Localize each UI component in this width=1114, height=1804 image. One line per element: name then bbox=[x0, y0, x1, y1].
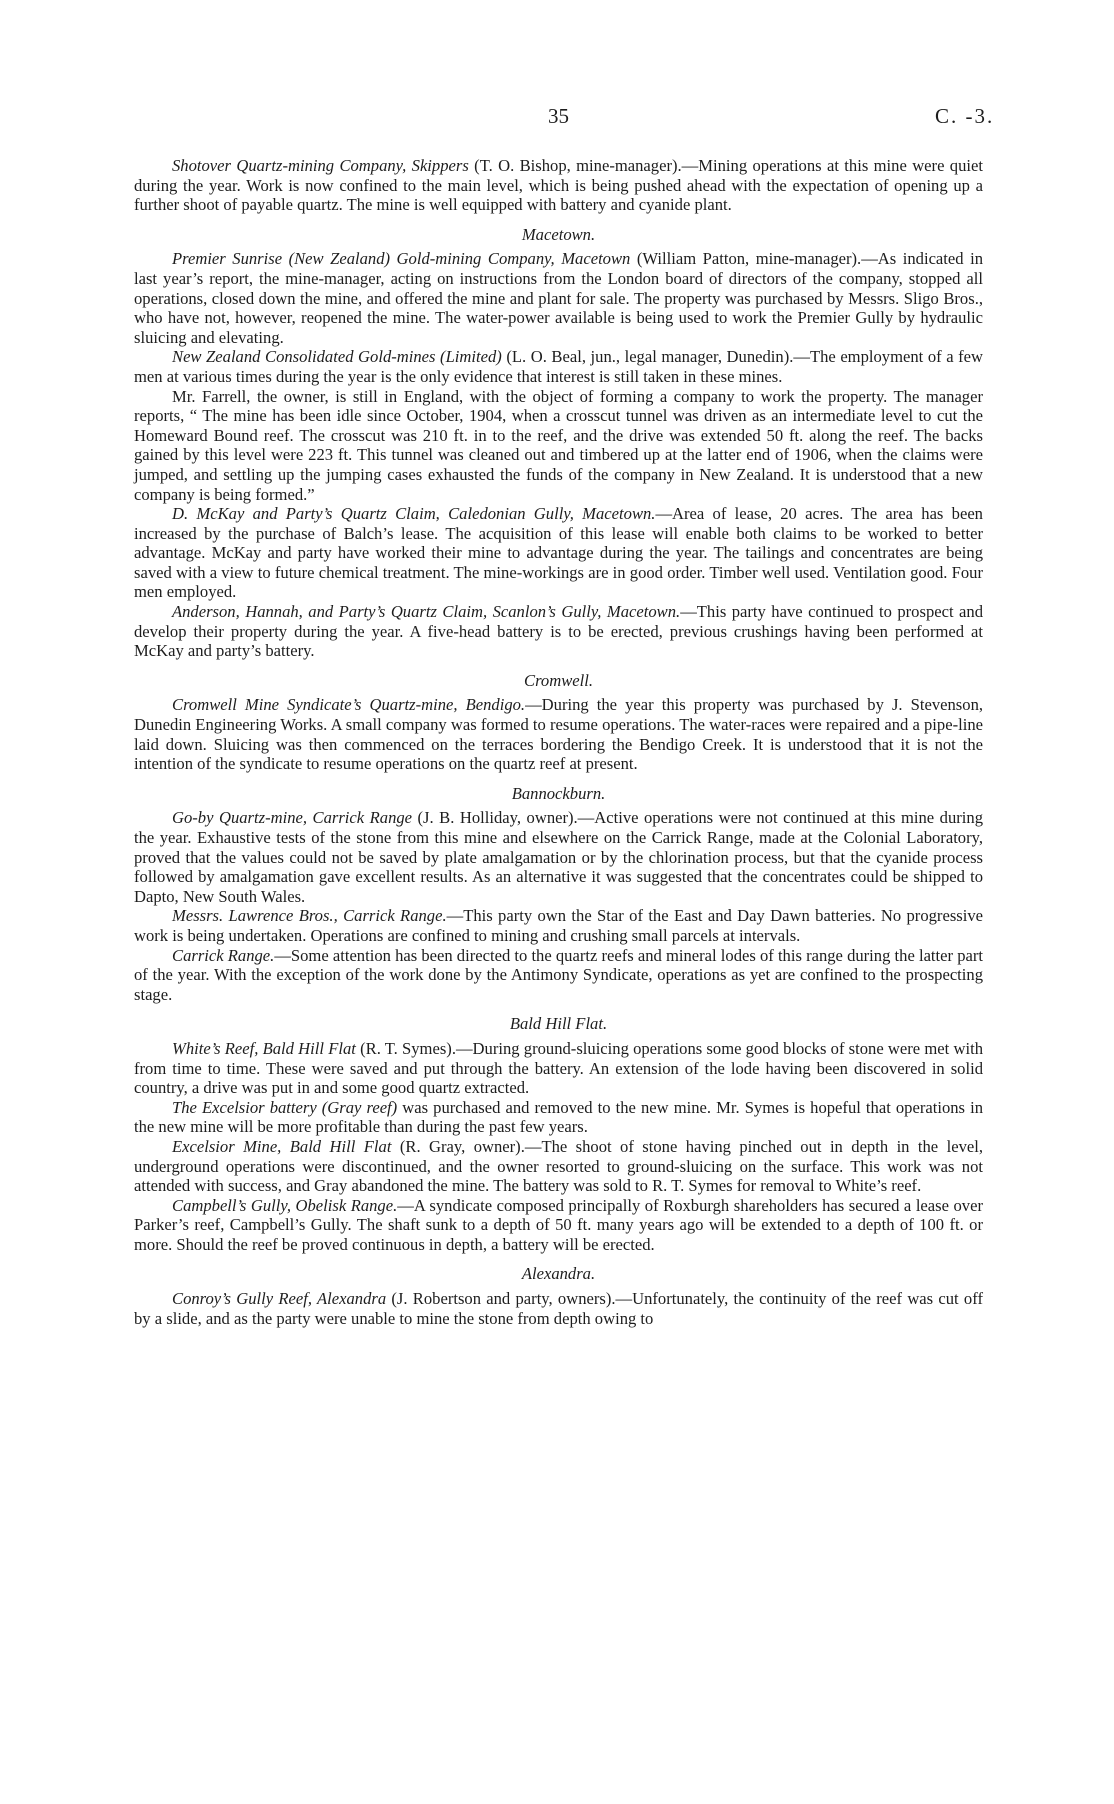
paragraph: Go-by Quartz-mine, Carrick Range (J. B. Holliday, owner).—Active operations were not continued at this mine during the year. Exhaustive tests of the stone from this mine and elsewhere on the Carrick Range, made at the Colonial Laboratory, proved that the values could not be saved by plate amalgamation or by the chlorination process, but that the cyanide process followed by amalgamation gave excellent results. As an alternative it was suggested that the concentrates could be shipped to Dapto, New South Wales. bbox=[134, 808, 983, 906]
paragraph: Premier Sunrise (New Zealand) Gold-mining Company, Macetown (William Patton, mine-manager).—As indicated in last year’s report, the mine-manager, acting on instructions from the London board of directors of the company, stopped all operations, closed down the mine, and offered the mine and plant for sale. The property was purchased by Messrs. Sligo Bros., who have not, however, reopened the mine. The water-power available is being used to work the Premier Gully by hydraulic sluicing and elevating. bbox=[134, 249, 983, 347]
section-heading: Macetown. bbox=[521, 224, 596, 244]
section-heading: Bannockburn. bbox=[511, 783, 606, 803]
page-number: 35 bbox=[548, 104, 569, 128]
paragraph: Conroy’s Gully Reef, Alexandra (J. Robertson and party, owners).—Unfortunately, the continuity of the reef was cut off by a slide, and as the party were unable to mine the stone from depth owing to bbox=[134, 1289, 983, 1328]
body-text bbox=[134, 156, 983, 1328]
paragraph: Carrick Range.—Some attention has been directed to the quartz reefs and mineral lodes of this range during the latter part of the year. With the exception of the work done by the Antimony Syndicate, operations as yet are confined to the prospecting stage. bbox=[134, 945, 983, 1004]
paragraph: The Excelsior battery (Gray reef) was purchased and removed to the new mine. Mr. Symes is hopeful that operations in the new mine will be more profitable than during the past few years. bbox=[134, 1097, 983, 1137]
paragraph: Campbell’s Gully, Obelisk Range.—A syndicate composed principally of Roxburgh shareholders has secured a lease over Parker’s reef, Campbell’s Gully. The shaft sunk to a depth of 50 ft. many years ago will be extended to a depth of 100 ft. or more. Should the reef be proved continuous in depth, a battery will be erected. bbox=[134, 1195, 983, 1254]
section-heading: Cromwell. bbox=[524, 670, 593, 690]
series-code: C. -3. bbox=[935, 104, 995, 128]
paragraph: Messrs. Lawrence Bros., Carrick Range.—This party own the Star of the East and Day Dawn batteries. No progressive work is being undertaken. Operations are confined to mining and crushing small parcels at intervals. bbox=[134, 906, 984, 945]
paragraph: New Zealand Consolidated Gold-mines (Limited) (L. O. Beal, jun., legal manager, Dunedin).—The employment of a few men at various times during the year is the only evidence that interest is still taken in these mines. bbox=[134, 347, 983, 386]
paragraph: Mr. Farrell, the owner, is still in England, with the object of forming a company to work the property. The manager reports, “ The mine has been idle since October, 1904, when a crosscut tunnel was driven as an intermediate level to cut the Homeward Bound reef. The crosscut was 210 ft. in to the reef, and the drive was extended 50 ft. along the reef. The backs gained by this level were 223 ft. This tunnel was cleaned out and timbered up at the latter end of 1906, when the claims were jumped, and settling up the jumping cases exhausted the funds of the company in New Zealand. It is understood that a new company is being formed.” bbox=[134, 386, 983, 504]
paragraph: White’s Reef, Bald Hill Flat (R. T. Symes).—During ground-sluicing operations some good blocks of stone were met with from time to time. These were saved and put through the battery. An extension of the lode having been discovered in solid country, a drive was put in and some good quartz extracted. bbox=[134, 1038, 984, 1098]
paragraph: Cromwell Mine Syndicate’s Quartz-mine, Bendigo.—During the year this property was purchased by J. Stevenson, Dunedin Engineering Works. A small company was formed to resume operations. The water-races were repaired and a pipe-line laid down. Sluicing was then commenced on the terraces bordering the Bendigo Creek. It is understood that it is not the intention of the syndicate to resume operations on the quartz reef at present. bbox=[134, 695, 984, 774]
paragraph: D. McKay and Party’s Quartz Claim, Caledonian Gully, Macetown.—Area of lease, 20 acres. The area has been increased by the purchase of Balch’s lease. The acquisition of this lease will enable both claims to be worked to better advantage. McKay and party have worked their mine to advantage during the year. The tailings and concentrates are being saved with a view to future chemical treatment. The mine-workings are in good order. Timber well used. Ventilation good. Four men employed. bbox=[134, 504, 983, 602]
paragraph: Shotover Quartz-mining Company, Skippers (T. O. Bishop, mine-manager).—Mining operations at this mine were quiet during the year. Work is now confined to the main level, which is being pushed ahead with the expectation of opening up a further shoot of payable quartz. The mine is well equipped with battery and cyanide plant. bbox=[134, 156, 983, 215]
paragraph: Anderson, Hannah, and Party’s Quartz Claim, Scanlon’s Gully, Macetown.—This party have continued to prospect and develop their property during the year. A five-head battery is to be erected, previous crushings having been performed at McKay and party’s battery. bbox=[134, 602, 984, 661]
section-heading: Alexandra. bbox=[521, 1264, 596, 1284]
paragraph: Excelsior Mine, Bald Hill Flat (R. Gray, owner).—The shoot of stone having pinched out in depth in the level, underground operations were discontinued, and the owner resorted to ground-sluicing on the surface. This work was not attended with success, and Gray abandoned the mine. The battery was sold to R. T. Symes for removal to White’s reef. bbox=[134, 1136, 983, 1196]
section-heading: Bald Hill Flat. bbox=[509, 1014, 608, 1034]
